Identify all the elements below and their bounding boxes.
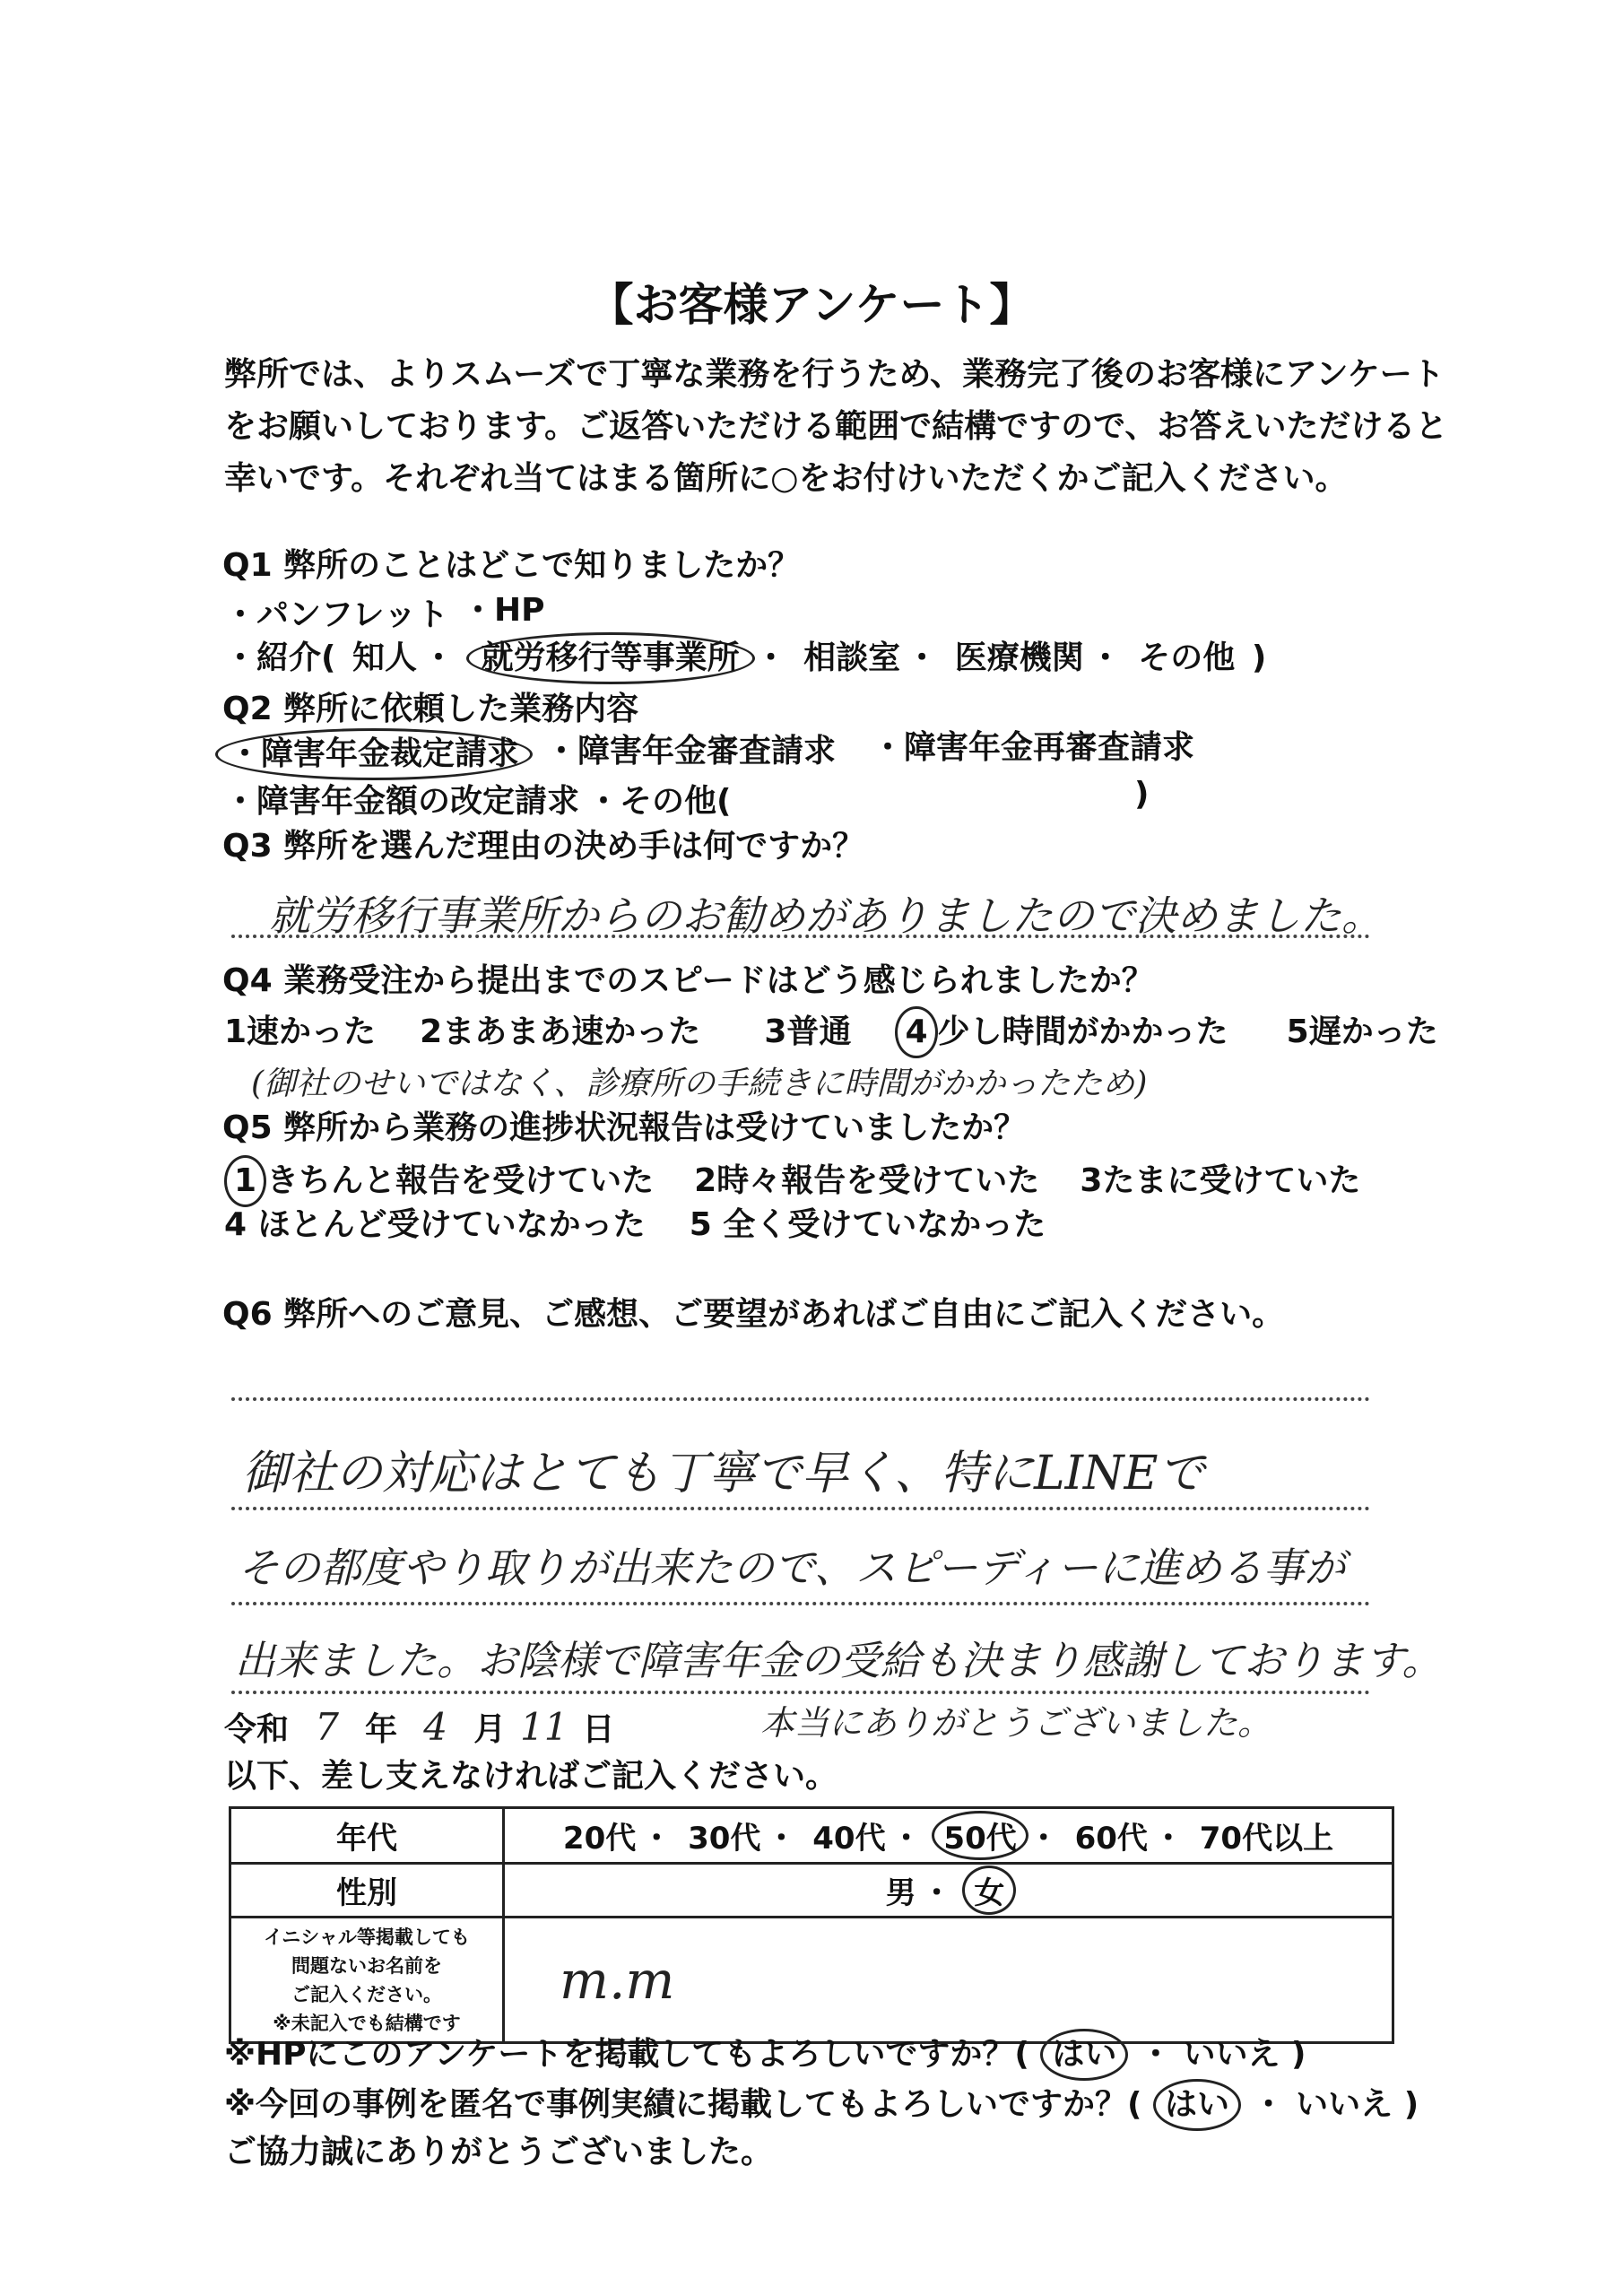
q2-option-revision: ・障害年金額の改定請求 xyxy=(224,783,580,820)
case-permission-no: いいえ xyxy=(1296,2086,1393,2123)
date-year: 7 xyxy=(315,1705,339,1749)
age-label: 年代 xyxy=(230,1808,504,1864)
age-option-60: 60代 xyxy=(1074,1821,1148,1857)
q5-option-1-selected-mark: 1 xyxy=(224,1155,266,1207)
q6-line-4 xyxy=(231,1691,1370,1694)
q2-question: Q2 弊所に依頼した業務内容 xyxy=(222,691,639,727)
q4-options-row xyxy=(224,1006,1438,1058)
q4-option-normal: 3普通 xyxy=(764,1013,852,1050)
hp-permission-no: いいえ xyxy=(1183,2036,1280,2073)
hp-permission-question: ※HPにこのアンケートを掲載してもよろしいですか？( xyxy=(224,2036,1029,2073)
age-option-50-selected: 50代 xyxy=(932,1811,1028,1860)
q5-options-row-2 xyxy=(224,1202,1046,1248)
q3-question: Q3 弊所を選んだ理由の決め手は何ですか？ xyxy=(222,828,865,865)
name-value-cell xyxy=(504,1918,1393,2043)
q4-handwritten-note: (御社のせいではなく、診療所の手続きに時間がかかったため) xyxy=(251,1065,1148,1102)
age-option-40: 40代 xyxy=(812,1821,886,1857)
q5-option-properly: きちんと報告を受けていた xyxy=(266,1162,655,1199)
q5-option-rarely: 3たまに受けていた xyxy=(1080,1162,1361,1199)
name-label xyxy=(230,1918,504,2043)
name-label-line-4: ※未記入でも結構です xyxy=(273,2012,461,2034)
hp-permission-yes-selected: はい xyxy=(1040,2029,1128,2081)
q5-option-hardly: 4 ほとんど受けていなかった xyxy=(224,1206,646,1243)
gender-options: 男 ・ 女 xyxy=(504,1864,1393,1918)
q4-option-fast: 1速かった xyxy=(224,1013,377,1050)
name-value: m.m xyxy=(560,1949,675,2011)
name-label-line-3: ご記入ください。 xyxy=(291,1983,442,2005)
age-option-70: 70代以上 xyxy=(1199,1821,1334,1857)
case-permission-close: ) xyxy=(1403,2086,1419,2123)
table-row xyxy=(230,1918,1393,2043)
q1-question: Q1 弊所のことはどこで知りましたか？ xyxy=(222,547,801,584)
q1-option-other: その他 xyxy=(1138,639,1236,676)
q4-option-slow-label: 少し時間がかかった xyxy=(937,1013,1228,1050)
case-permission-sep: ・ xyxy=(1252,2086,1285,2123)
date-month-label: 月 xyxy=(473,1711,507,1748)
q4-option-slow: 5遅かった xyxy=(1286,1013,1438,1050)
q2-option-rereview: ・障害年金再審査請求 xyxy=(872,729,1195,766)
q6-question: Q6 弊所へのご意見、ご感想、ご要望があればご自由にご記入ください。 xyxy=(222,1296,1285,1333)
q1-option-pamphlet: ・パンフレット xyxy=(224,596,449,633)
hp-permission-close: ) xyxy=(1291,2036,1306,2073)
name-label-line-2: 問題ないお名前を xyxy=(291,1954,442,1977)
q6-line-3 xyxy=(231,1602,1370,1605)
table-row xyxy=(230,1808,1393,1864)
gender-option-female-selected: 女 xyxy=(962,1866,1016,1915)
date-month: 4 xyxy=(423,1705,448,1749)
age-option-30: 30代 xyxy=(688,1821,761,1857)
intro-line-1: 弊所では、よりスムーズで丁寧な業務を行うため、業務完了後のお客様にアンケート xyxy=(224,356,1445,393)
age-option-20: 20代 xyxy=(562,1821,637,1857)
q1-option-consultation: 相談室 xyxy=(803,639,901,676)
date-day-label: 日 xyxy=(582,1711,615,1748)
q4-question: Q4 業務受注から提出までのスピードはどう感じられましたか？ xyxy=(222,962,1154,999)
table-row xyxy=(230,1864,1393,1918)
q2-option-review: ・障害年金審査請求 xyxy=(545,733,837,770)
q1-option-acquaintance: 知人 xyxy=(352,639,418,676)
q4-option-4-selected-mark: 4 xyxy=(895,1006,937,1058)
q1-referral-prefix: ・紹介( xyxy=(224,639,336,676)
q1-option-medical: 医療機関 xyxy=(954,639,1084,676)
date-day: 11 xyxy=(520,1705,568,1749)
q2-option-other: ・その他( xyxy=(587,783,732,820)
q3-handwritten-answer: 就労移行事業所からのお勧めがありましたので決めました。 xyxy=(269,891,1383,940)
q4-option-fairly-fast: 2まあまあ速かった xyxy=(420,1013,701,1050)
date-row xyxy=(224,1704,614,1753)
age-options: 20代 ・ 30代 ・ 40代 ・ 50代 ・ 60代 ・ 70代以上 xyxy=(504,1808,1393,1864)
q1-referral-suffix: ) xyxy=(1251,639,1267,676)
q6-answer-line-1: 御社の対応はとても丁寧で早く、特にLINEで xyxy=(242,1447,1205,1500)
q1-referral-row: ・紹介( 知人 ・ 就労移行等事業所 ・ 相談室 ・ 医療機関 ・ その他 ) xyxy=(224,632,1266,684)
date-era: 令和 xyxy=(224,1711,290,1748)
closing-text: ご協力誠にありがとうございました。 xyxy=(224,2134,774,2170)
date-year-label: 年 xyxy=(365,1711,398,1748)
q2-option-initial-claim-selected: ・障害年金裁定請求 xyxy=(215,728,533,780)
name-label-line-1: イニシャル等掲載しても xyxy=(264,1926,470,1948)
case-permission-question: ※今回の事例を匿名で事例実績に掲載してもよろしいですか？( xyxy=(224,2086,1142,2123)
optional-note: 以下、差し支えなければご記入ください。 xyxy=(224,1758,838,1795)
q2-option-other-close: ) xyxy=(1134,776,1150,813)
q5-option-never: 5 全く受けていなかった xyxy=(689,1206,1046,1243)
q1-option-hp: ・HP xyxy=(462,592,545,629)
hp-permission-row xyxy=(224,2029,1306,2081)
page-title: 【お客様アンケート】 xyxy=(588,279,1035,331)
intro-line-3: 幸いです。それぞれ当てはまる箇所に○をお付けいただくかご記入ください。 xyxy=(224,460,1348,497)
q6-answer-line-2: その都度やり取りが出来たので、スピーディーに進める事が xyxy=(238,1544,1346,1592)
q6-line-1 xyxy=(231,1397,1370,1401)
gender-option-male: 男 xyxy=(885,1875,916,1911)
case-permission-row xyxy=(224,2079,1419,2131)
hp-permission-sep: ・ xyxy=(1139,2036,1172,2073)
intro-line-2: をお願いしております。ご返答いただける範囲で結構ですので、お答えいただけると xyxy=(224,408,1448,445)
q6-answer-line-4: 本当にありがとうございました。 xyxy=(760,1703,1272,1743)
case-permission-yes-selected: はい xyxy=(1153,2079,1241,2131)
q3-answer-line xyxy=(231,935,1370,938)
gender-label: 性別 xyxy=(230,1864,504,1918)
q5-question: Q5 弊所から業務の進捗状況報告は受けていましたか？ xyxy=(222,1109,1027,1146)
info-table xyxy=(229,1806,1394,2044)
q5-options-row-1 xyxy=(224,1155,1360,1207)
q6-answer-line-3: 出来ました。お陰様で障害年金の受給も決まり感謝しております。 xyxy=(235,1637,1443,1684)
q5-option-sometimes: 2時々報告を受けていた xyxy=(694,1162,1040,1199)
q6-line-2 xyxy=(231,1507,1370,1510)
q1-option-employment-office-selected: 就労移行等事業所 xyxy=(466,632,755,684)
